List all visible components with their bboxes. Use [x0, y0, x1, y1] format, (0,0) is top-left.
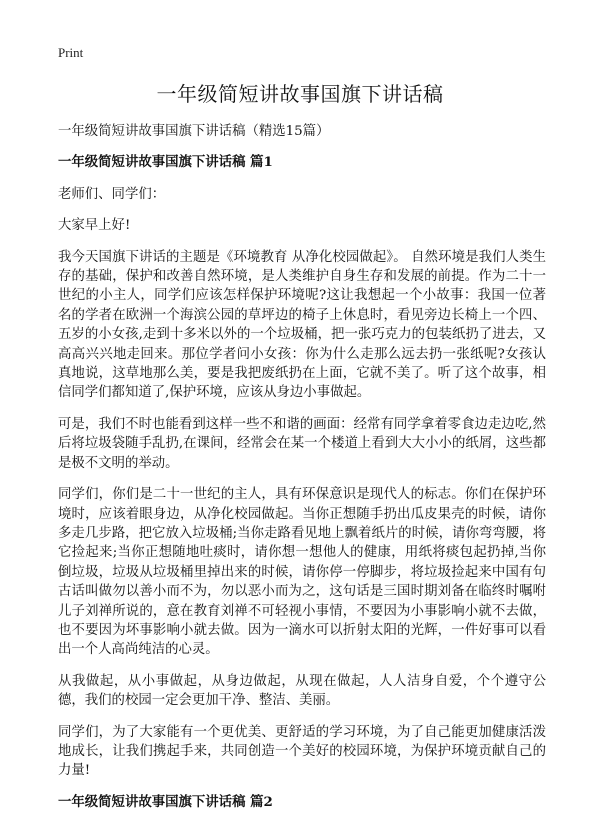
- article-subtitle: 一年级简短讲故事国旗下讲话稿（精选15篇）: [58, 124, 330, 139]
- print-link[interactable]: Print: [58, 45, 84, 60]
- paragraph: 同学们，为了大家能有一个更优美、更舒适的学习环境，为了自己能更加健康活泼地成长，让我们携起手来，共同创造一个美好的校园环境，为保护环境贡献自己的力量!: [58, 724, 546, 779]
- section-heading-1: 一年级简短讲故事国旗下讲话稿 篇1: [58, 154, 273, 171]
- article-body: [58, 122, 546, 824]
- paragraph: 从我做起，从小事做起，从身边做起，从现在做起，人人洁身自爱，个个遵守公德，我们的校园一定会更加干净、整洁、美丽。: [58, 673, 546, 709]
- greeting: 大家早上好!: [58, 218, 131, 234]
- salutation: 老师们、同学们：: [58, 186, 166, 202]
- paragraph: 我今天国旗下讲话的主题是《环境教育 从净化校园做起》。 自然环境是我们人类生存的基础，保护和改善自然环境，是人类维护自身生存和发展的前提。作为二十一世纪的小主人，同学们应该怎样保护环境呢?这让我想起一个小故事：我国一位著名的学者在欧洲一个海滨公园的草坪边的椅子上休息时，看见旁边长椅上一个四、五岁的小女孩,走到十多米以外的一个垃圾桶，把一张巧克力的包装纸扔了进去，又高高兴兴地走回来。那位学者问小女孩：你为什么走那么远去扔一张纸呢?女孩认真地说，这草地那么美，要是我把废纸扔在上面，它就不美了。听了这个故事，相信同学们都知道了,保护环境，应该从身边小事做起。: [58, 249, 546, 401]
- section-heading-2: 一年级简短讲故事国旗下讲话稿 篇2: [58, 793, 273, 810]
- page-title: 一年级简短讲故事国旗下讲话稿: [156, 82, 444, 106]
- paragraph: 同学们，你们是二十一世纪的主人，具有环保意识是现代人的标志。你们在保护环境时，应该着眼身边，从净化校园做起。当你正想随手扔出瓜皮果壳的时候，请你多走几步路，把它放入垃圾桶;当你走路看见地上飘着纸片的时候，请你弯弯腰，将它捡起来;当你正想随地吐痰时，请你想一想他人的健康，用纸将痰包起扔掉,当你倒垃圾，垃圾从垃圾桶里掉出来的时候，请你停一停脚步，将垃圾捡起来中国有句古话叫做勿以善小而不为，勿以恶小而为之，这句话是三国时期刘备在临终时嘱咐儿子刘禅所说的，意在教育刘禅不可轻视小事情，不要因为小事影响小就不去做，也不要因为坏事影响小就去做。因为一滴水可以折射太阳的光辉，一件好事可以看出一个人高尚纯洁的心灵。: [58, 487, 546, 658]
- paragraph: 可是，我们不时也能看到这样一些不和谐的画面：经常有同学拿着零食边走边吃,然后将垃圾袋随手乱扔,在课间，经常会在某一个楼道上看到大大小小的纸屑，这些都是极不文明的举动。: [58, 416, 546, 471]
